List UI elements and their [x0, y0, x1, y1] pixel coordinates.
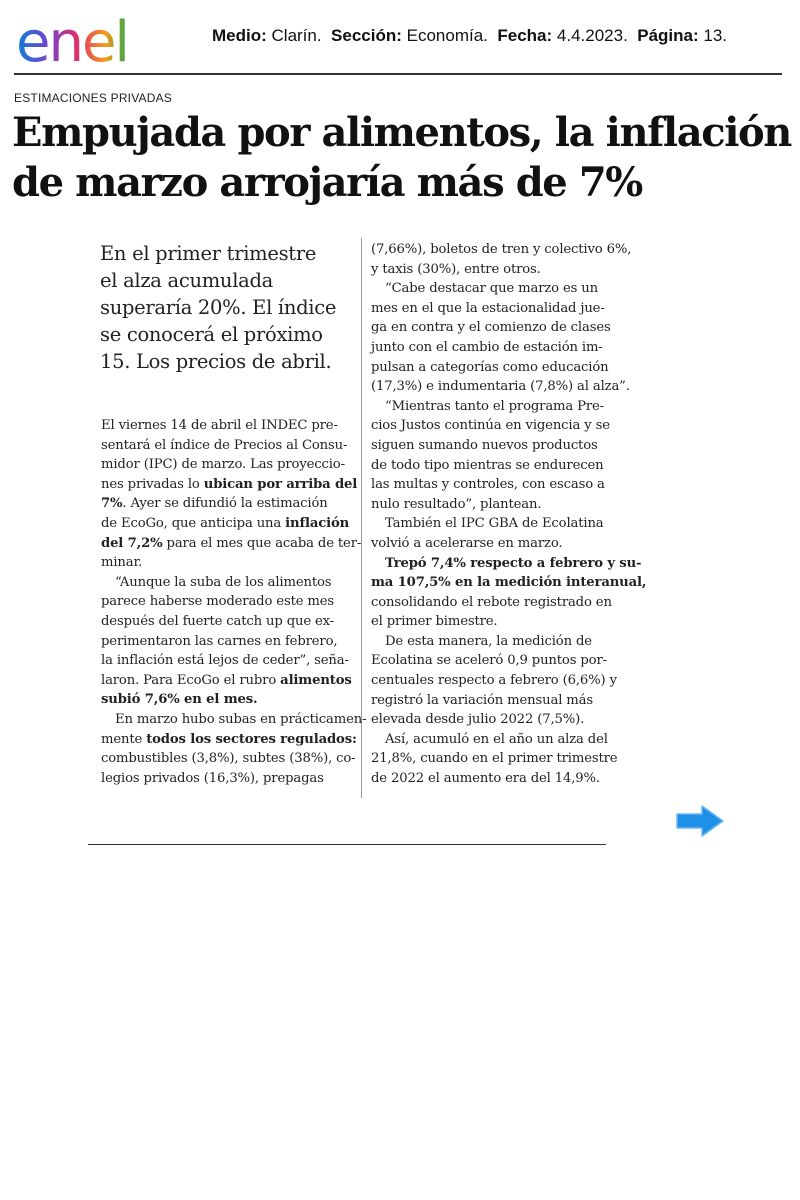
body-line: “Cabe destacar que marzo es un	[385, 281, 598, 297]
lead-line: el alza acumulada	[100, 269, 273, 292]
body-line: nulo resultado”, plantean.	[371, 496, 542, 512]
body-line: mes en el que la estacionalidad jue-	[371, 300, 605, 316]
body-text: de EcoGo, que anticipa una	[101, 515, 286, 531]
body-line	[101, 690, 355, 710]
body-line: el primer bimestre.	[371, 614, 498, 630]
body-line	[101, 494, 355, 514]
headline-line: de marzo arrojaría más de 7%	[12, 159, 642, 206]
body-line: las multas y controles, con escaso a	[371, 477, 605, 493]
body-line: volvió a acelerarse en marzo.	[371, 535, 563, 551]
body-line: consolidando el rebote registrado en	[371, 594, 612, 610]
body-bold-text: alimentos	[280, 672, 352, 688]
footer-divider	[88, 844, 606, 845]
body-text: nes privadas lo	[101, 476, 204, 492]
body-bold-text: ubican por arriba del	[203, 476, 358, 492]
enel-logo	[16, 6, 180, 68]
body-line: “Mientras tanto el programa Pre-	[385, 398, 604, 414]
body-line: cios Justos continúa en vigencia y se	[371, 418, 610, 434]
body-line	[101, 514, 355, 534]
lead-line: se conocerá el próximo	[100, 323, 323, 346]
body-line: (17,3%) e indumentaria (7,8%) al alza”.	[371, 379, 630, 395]
body-line: combustibles (3,8%), subtes (38%), co-	[101, 751, 356, 767]
body-line	[371, 554, 642, 574]
body-bold-text: del 7,2%	[101, 535, 163, 551]
body-line	[371, 573, 647, 593]
body-line	[101, 671, 355, 691]
header-divider	[14, 73, 782, 75]
body-line: sentará el índice de Precios al Consu-	[101, 437, 348, 453]
headline-line: Empujada por alimentos, la inflación	[12, 109, 791, 156]
body-line: El viernes 14 de abril el INDEC pre-	[101, 418, 338, 433]
body-line: la inflación está lejos de ceder”, seña-	[101, 653, 349, 669]
body-line: pulsan a categorías como educación	[371, 359, 609, 375]
body-line: perimentaron las carnes en febrero,	[101, 633, 338, 649]
body-bold-text: ma 107,5% en la medición interanual,	[371, 575, 647, 591]
fecha-value: 4.4.2023.	[556, 26, 628, 45]
pagina-value: 13.	[703, 26, 728, 45]
body-line: parece haberse moderado este mes	[101, 594, 335, 610]
body-line: legios privados (16,3%), prepagas	[101, 770, 324, 786]
body-line: También el IPC GBA de Ecolatina	[385, 516, 604, 532]
body-line	[101, 534, 362, 554]
body-line: registró la variación mensual más	[371, 692, 593, 708]
body-bold-text: Trepó 7,4% respecto a febrero y su-	[385, 555, 642, 571]
body-line: minar.	[101, 555, 143, 571]
svg-text:enel: enel	[16, 10, 128, 68]
seccion-label: Sección:	[331, 26, 402, 45]
body-line	[101, 730, 355, 750]
article-column-2	[371, 240, 647, 789]
document-metadata	[212, 26, 792, 46]
medio-label: Medio:	[212, 26, 267, 45]
lead-line: superaría 20%. El índice	[100, 296, 337, 319]
lead-line: En el primer trimestre	[100, 242, 317, 265]
lead-line: 15. Los precios de abril.	[100, 350, 332, 373]
body-line: (7,66%), boletos de tren y colectivo 6%,	[371, 242, 632, 257]
body-line: centuales respecto a febrero (6,6%) y	[371, 673, 617, 689]
seccion-value: Economía.	[406, 26, 488, 45]
headline	[12, 108, 800, 208]
body-text: laron. Para EcoGo el rubro	[101, 672, 281, 688]
body-line: ga en contra y el comienzo de clases	[371, 320, 611, 336]
lead-summary	[100, 240, 350, 375]
body-bold-text: todos los sectores regulados:	[146, 731, 357, 747]
arrow-right-icon[interactable]	[674, 803, 726, 839]
body-line: después del fuerte catch up que ex-	[101, 613, 335, 629]
body-line: de todo tipo mientras se endurecen	[371, 457, 604, 473]
section-tag: ESTIMACIONES PRIVADAS	[14, 91, 173, 105]
body-line: Ecolatina se aceleró 0,9 puntos por-	[371, 653, 607, 669]
body-line: y taxis (30%), entre otros.	[371, 261, 541, 277]
fecha-label: Fecha:	[497, 26, 553, 45]
body-text: mente	[101, 731, 147, 747]
body-line: De esta manera, la medición de	[385, 633, 592, 649]
body-line	[101, 475, 358, 495]
body-line: midor (IPC) de marzo. Las proyeccio-	[101, 457, 345, 473]
body-bold-text: subió 7,6% en el mes.	[101, 692, 258, 708]
body-line: elevada desde julio 2022 (7,5%).	[371, 712, 585, 728]
body-bold-text: inflación	[285, 515, 350, 531]
pagina-label: Página:	[637, 26, 699, 45]
article-column-1	[101, 416, 367, 788]
body-text: . Ayer se difundió la estimación	[122, 496, 328, 512]
body-line: En marzo hubo subas en prácticamen-	[115, 711, 367, 727]
body-line: “Aunque la suba de los alimentos	[115, 574, 332, 590]
body-line: 21,8%, cuando en el primer trimestre	[371, 751, 618, 767]
medio-value: Clarín.	[271, 26, 322, 45]
body-text: para el mes que acaba de ter-	[162, 535, 362, 551]
body-bold-text: 7%	[101, 496, 123, 512]
body-line: Así, acumuló en el año un alza del	[385, 731, 608, 747]
body-line: de 2022 el aumento era del 14,9%.	[371, 771, 600, 787]
body-line: siguen sumando nuevos productos	[371, 437, 598, 453]
body-line: junto con el cambio de estación im-	[371, 339, 603, 355]
